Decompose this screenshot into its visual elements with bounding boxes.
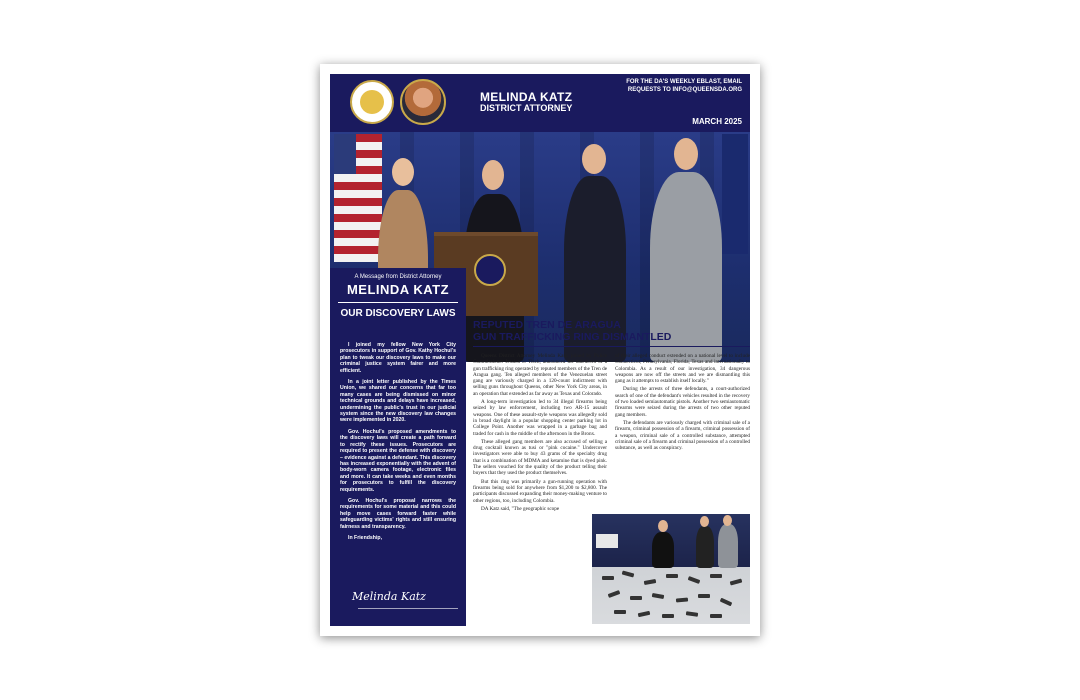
sidebar-kicker: A Message from District Attorney bbox=[354, 274, 442, 280]
sidebar-paragraph: I joined my fellow New York City prosecutors in support of Gov. Kathy Hochul's plan to tweak our discovery laws to make our criminal justice system fairer and more efficient. bbox=[340, 342, 456, 374]
sidebar-name: MELINDA KATZ bbox=[346, 282, 450, 297]
sidebar-closing: In Friendship, bbox=[348, 534, 383, 541]
newsletter-page bbox=[320, 64, 760, 636]
article-paragraph: A long-term investigation led to 34 illegal firearms being seized by law enforcement, including two AR-15 assault weapons. One of these assault-style weapons was allegedly sold in broad daylight in a popular shopping center parking lot in College Point. Another was wrapped in a garbage bag and traded for cash in the middle of the afternoon in the Bronx. bbox=[473, 399, 607, 437]
article-paragraph: But this ring was primarily a gun-running operation with firearms being sold for anywhere from $1,200 to $2,800. The participants discussed expanding their money-making venture to other regions, too, including Colombia. bbox=[473, 478, 607, 504]
sidebar-paragraph: Gov. Hochul's proposal narrows the requirements for some material and this could help move cases forward faster while safeguarding victims' rights and still ensuring fairness and transparency. bbox=[340, 497, 456, 530]
eblast-notice: FOR THE DA'S WEEKLY EBLAST, EMAIL REQUESTS TO INFO@QUEENSDA.ORG bbox=[626, 79, 742, 93]
sidebar-paragraph: In a joint letter published by the Times Union, we shared our concerns that far too many cases are being dismissed on minor technical grounds and delays have increased, undermining the public's trust in our judicial system since the new discovery law changes were implemented in 2020. bbox=[340, 379, 456, 424]
article-paragraph: These alleged gang members are also accused of selling a drug cocktail known as tusi or "pink cocaine." Undercover investigators were able to buy 43 grams of the specialty drug that is a combination of MDMA and ketamine that is dyed pink. The sellers vouched for the quality of the product telling their buyers that they used the product themselves. bbox=[473, 438, 607, 477]
da-seal-logo bbox=[350, 80, 394, 124]
article-column-2 bbox=[615, 353, 750, 453]
article-paragraph: During the arrests of three defendants, a court-authorized search of one of the defendant's vehicles resulted in the recovery of two loaded semiautomatic pistols. Another two semiautomatic firearms were seized during the arrests of two other reputed gang members. bbox=[615, 386, 750, 418]
sidebar-paragraph: Gov. Hochul's proposed amendments to the discovery laws will create a path forward to rectify these issues. Prosecutors are required to present the defense with discovery – evidence against a defendant. This discovery has increased exponentially with the advent of body-worn camera footage, electronic files and more. It can take weeks and even months for prosecutors to fulfill the discovery requirements. bbox=[340, 428, 456, 493]
podium-seal bbox=[474, 254, 506, 286]
sidebar-heading: OUR DISCOVERY LAWS bbox=[340, 308, 456, 319]
article-paragraph: DA Katz said, "The geographic scope bbox=[481, 505, 560, 512]
masthead-name: MELINDA KATZ bbox=[480, 90, 573, 104]
masthead-title: DISTRICT ATTORNEY bbox=[480, 103, 573, 113]
masthead bbox=[330, 74, 750, 132]
signature: Melinda Katz bbox=[352, 590, 426, 603]
state-flag bbox=[722, 134, 748, 254]
seal-emblem bbox=[360, 90, 384, 114]
article-paragraph: of their alleged conduct extended on a national level to include Connecticut, Pennsylvania, Florida, Texas and internationally to Colombia. As a result of our investigation, 34 dangerous weapons are now off the streets and we are dismantling this gang as it attempts to establish itself locally." bbox=[615, 353, 750, 385]
article-paragraph: Queens District Attorney Melinda Katz, joined by Police Commissioner Jessica S. Tisch, announced the takedown of a gun trafficking ring operated by reputed members of the Tren de Aragua gang. Ten alleged members of the Venezuelan street gang are variously charged in a 120-count indictment with selling guns throughout Queens, other New York City areas, in an operation that extended as far away as Texas and Colorado. bbox=[473, 353, 607, 397]
issue-date: MARCH 2025 bbox=[692, 117, 742, 126]
article-paragraph: The defendants are variously charged with criminal sale of a firearm, criminal possession of a firearm, criminal possession of a weapon, criminal sale of a controlled substance, attempted criminal sale of a firearm and criminal possession of a controlled substance, as well as conspiracy. bbox=[615, 419, 750, 452]
article-column-1 bbox=[473, 353, 607, 514]
sidebar-body bbox=[340, 342, 456, 546]
da-message-sidebar bbox=[330, 268, 466, 626]
article-title: REPUTED TREN DE ARAGUA GUN TRAFFICKING RING DISMANTLED bbox=[473, 319, 672, 343]
seized-weapons-photo bbox=[592, 514, 750, 624]
da-portrait bbox=[400, 79, 446, 125]
